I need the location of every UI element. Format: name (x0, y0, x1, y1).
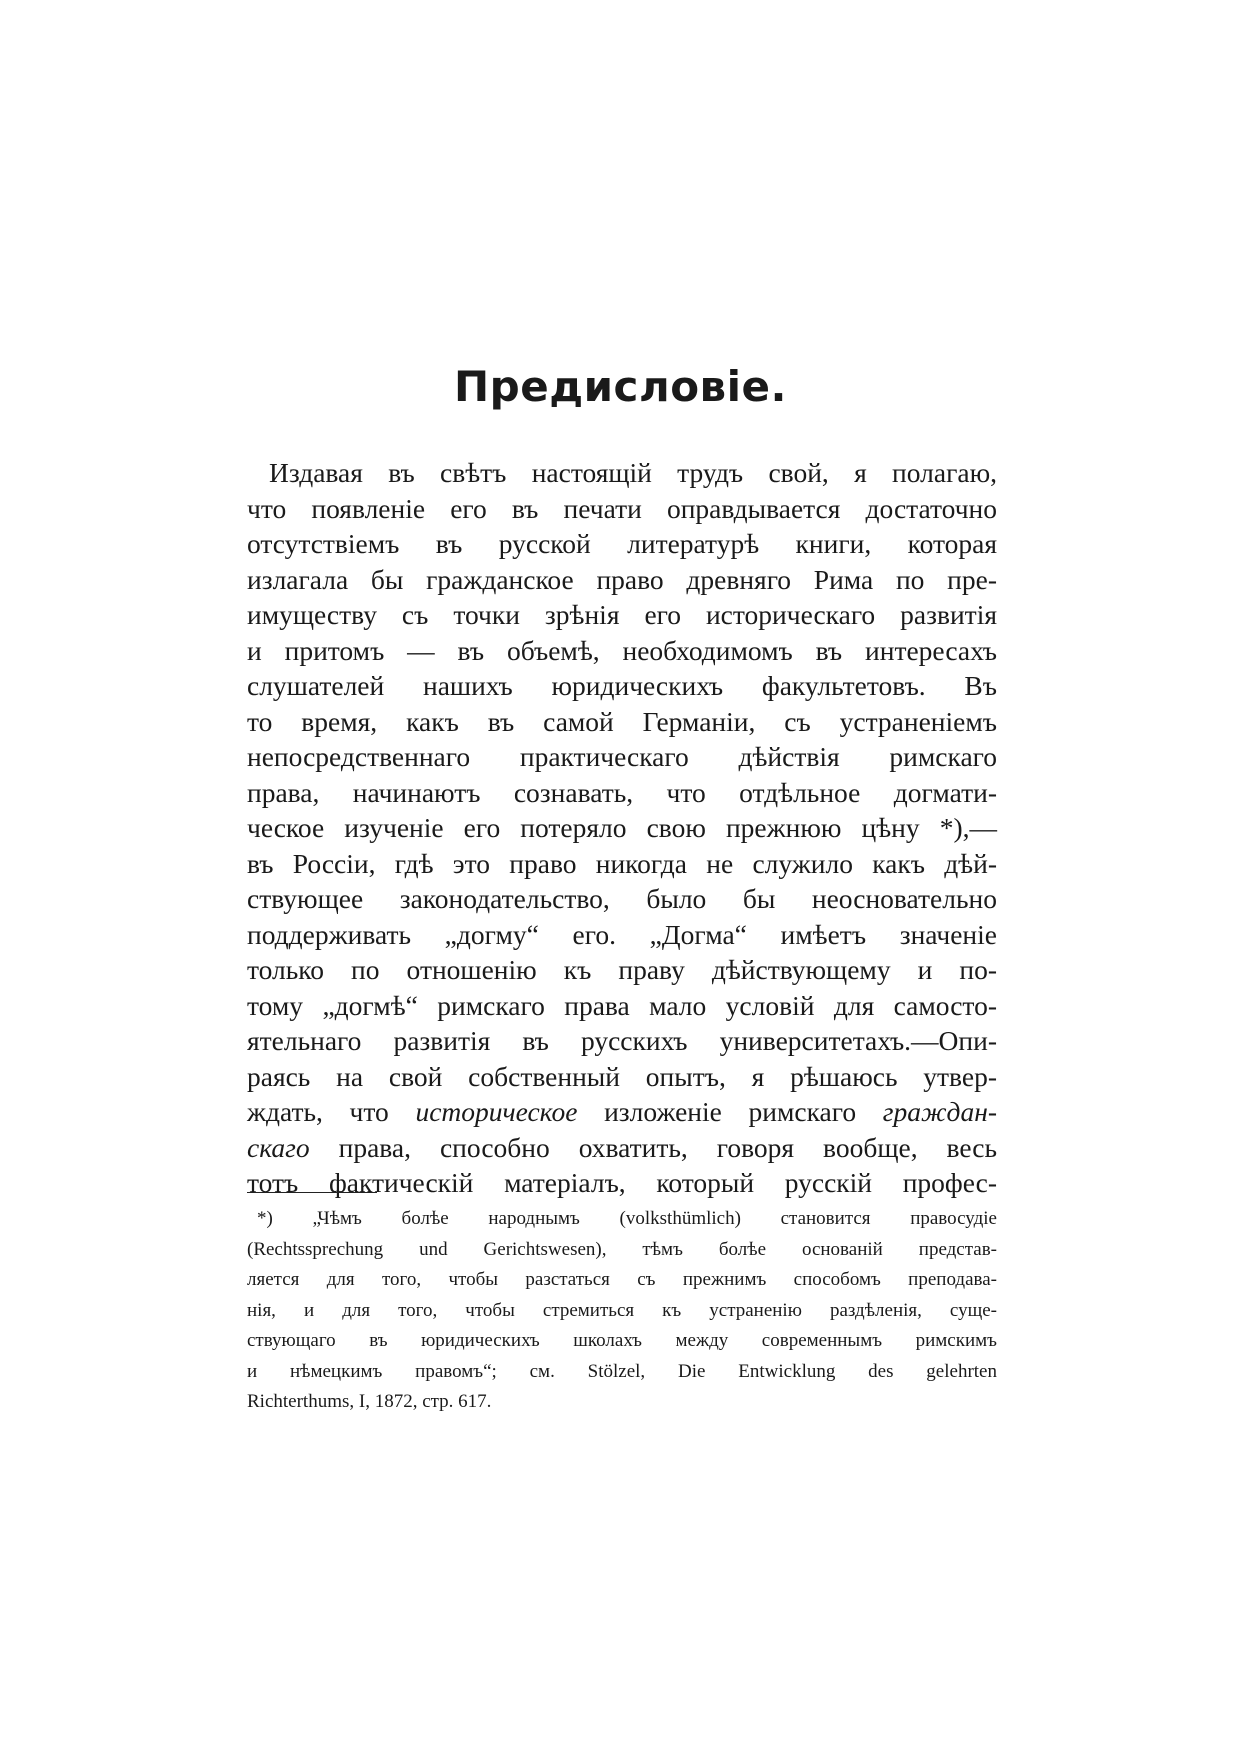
body-line: тотъ фактическій матеріалъ, который русскій профес- (247, 1167, 997, 1198)
body-line: слушателей нашихъ юридическихъ факультетовъ. Въ (247, 670, 997, 701)
body-line: что появленіе его въ печати оправдывается достаточно (247, 492, 997, 524)
body-segment: права, способно охватить, говоря вообще, весь (338, 1131, 998, 1163)
body-line: поддерживать „догму“ его. „Догма“ имѣетъ значеніе (247, 918, 997, 950)
italic-term: историческое (415, 1096, 578, 1127)
footnote-line: нія, и для того, чтобы стремиться къ устраненію раздѣленія, суще- (247, 1299, 997, 1321)
page-title: Предисловіе. (454, 362, 787, 411)
body-segment: ждать, что (247, 1096, 389, 1127)
footnote-line: ляется для того, чтобы разстаться съ прежнимъ способомъ преподава- (247, 1269, 997, 1290)
footnote-line: (Rechtssprechung und Gerichtswesen), тѣмъ болѣе основаній представ- (247, 1238, 997, 1260)
body-line: ятельнаго развитія въ русскихъ университетахъ.—Опи- (247, 1025, 997, 1056)
body-line-with-italics (247, 1094, 997, 1130)
body-segment: изложеніе римскаго (604, 1096, 857, 1127)
body-line: права, начинаютъ сознавать, что отдѣльное догмати- (247, 776, 997, 808)
footnote-line: и нѣмецкимъ правомъ“; см. Stölzel, Die Entwicklung des gelehrten (247, 1360, 997, 1382)
footnote-line: *) „Чѣмъ болѣе народнымъ (volksthümlich) становится правосудіе (257, 1208, 997, 1229)
body-line: имуществу съ точки зрѣнія его историческаго развитія (247, 599, 997, 630)
italic-term: граждан- (882, 1096, 997, 1127)
body-text (247, 455, 997, 1201)
body-line: Издавая въ свѣтъ настоящій трудъ свой, я полагаю, (269, 457, 997, 488)
body-line: непосредственнаго практическаго дѣйствія римскаго (247, 741, 997, 772)
footnote-line: Richterthums, I, 1872, стр. 617. (247, 1391, 492, 1412)
body-line: излагала бы гражданское право древняго Рима по пре- (247, 563, 997, 595)
body-line: то время, какъ въ самой Германіи, съ устраненіемъ (247, 705, 997, 737)
body-line: ствующее законодательство, было бы неосновательно (247, 883, 997, 914)
italic-term: скаго (247, 1131, 310, 1163)
body-line: ческое изученіе его потеряло свою прежнюю цѣну *),— (247, 812, 997, 843)
footnote (247, 1204, 997, 1418)
footnote-separator (247, 1192, 377, 1193)
body-line: только по отношенію къ праву дѣйствующему и по- (247, 954, 997, 985)
footnote-line: ствующаго въ юридическихъ школахъ между современнымъ римскимъ (247, 1330, 997, 1351)
body-line: тому „догмѣ“ римскаго права мало условій для самосто- (247, 989, 997, 1021)
body-line: раясь на свой собственный опытъ, я рѣшаюсь утвер- (247, 1060, 997, 1092)
body-line: въ Россіи, гдѣ это право никогда не служило какъ дѣй- (247, 847, 997, 879)
body-line: отсутствіемъ въ русской литературѣ книги, которая (247, 528, 997, 559)
body-line: и притомъ — въ объемѣ, необходимомъ въ интересахъ (247, 634, 997, 666)
body-line-with-italics (247, 1130, 997, 1166)
